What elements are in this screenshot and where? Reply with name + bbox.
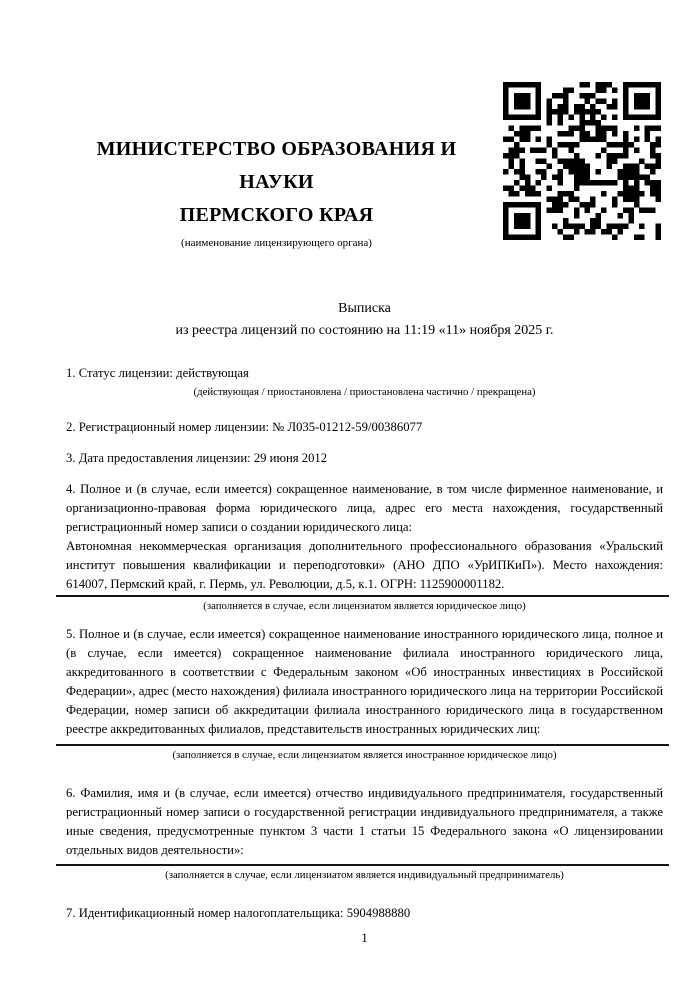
ministry-name-line2: ПЕРМСКОГО КРАЯ (179, 204, 374, 226)
legal-entity-value: Автономная некоммерческая организация дополнительного профессионального образования «Уральский институт повышения квалификации и переподготовки» (АНО ДПО «УрИПКиП»). Место нахождения: 614007, Пермский край, г. Пермь, ул. Революции, д.5, к.1. ОГРН: 1125900001182. (66, 539, 663, 591)
item-taxpayer-number (66, 904, 663, 923)
grant-date-text: 3. Дата предоставления лицензии: 29 июня 2012 (66, 451, 328, 465)
page-number: 1 (361, 931, 368, 945)
individual-entrepreneur-question: 6. Фамилия, имя и (в случае, если имеется) отчество индивидуального предпринимателя, государственный регистрационный номер записи о государственной регистрации индивидуального предпринимателя, а также иные сведения, предусмотренные пунктом 3 части 1 статьи 15 Федерального закона «О лицензировании отдельных видов деятельности»: (66, 786, 663, 857)
document-body (66, 364, 663, 923)
license-status-text: 1. Статус лицензии: действующая (66, 366, 249, 380)
taxpayer-number-text: 7. Идентификационный номер налогоплательщика: 5904988880 (66, 906, 411, 920)
legal-entity-note: (заполняется в случае, если лицензиатом является юридическое лицо) (203, 600, 526, 612)
document-title-line2: из реестра лицензий по состоянию на 11:19 «11» ноября 2025 г. (175, 323, 554, 338)
item-grant-date (66, 449, 663, 468)
document-title-line1: Выписка (338, 301, 391, 316)
item-foreign-entity (66, 625, 663, 763)
license-status-note: (действующая / приостановлена / приостановлена частично / прекращена) (193, 386, 536, 398)
item-registration-number (66, 418, 663, 437)
legal-entity-question: 4. Полное и (в случае, если имеется) сокращенное наименование, в том числе фирменное наименование, и организационно-правовая форма юридического лица, адрес его места нахождения, государственный регистрационный номер записи о создании юридического лица: (66, 482, 663, 534)
item-license-status (66, 364, 663, 400)
ministry-name-line1: МИНИСТЕРСТВО ОБРАЗОВАНИЯ И НАУКИ (96, 138, 457, 193)
foreign-entity-question: 5. Полное и (в случае, если имеется) сокращенное наименование иностранного юридического лица, полное и (в случае, если имеется) сокращенное наименование филиала иностранного юридического лица, аккредитованного в соответствии с Федеральным законом «Об иностранных инвестициях в Российской Федерации», адрес (место нахождения) филиала иностранного юридического лица на территории Российской Федерации, номер записи об аккредитации филиала иностранного юридического лица в государственном реестре аккредитованных филиалов, представительств иностранных юридических лиц: (66, 627, 663, 736)
individual-entrepreneur-fill-line (56, 864, 669, 866)
item-legal-entity (66, 480, 663, 614)
qr-code-icon (503, 82, 661, 240)
document-title (66, 298, 663, 342)
individual-entrepreneur-note: (заполняется в случае, если лицензиатом является индивидуальный предприниматель) (165, 869, 564, 881)
foreign-entity-fill-line (56, 744, 669, 746)
foreign-entity-note: (заполняется в случае, если лицензиатом является иностранное юридическое лицо) (172, 749, 557, 761)
registration-number-text: 2. Регистрационный номер лицензии: № Л035-01212-59/00386077 (66, 420, 423, 434)
ministry-caption: (наименование лицензирующего органа) (181, 237, 372, 249)
ministry-header (66, 133, 487, 250)
item-individual-entrepreneur (66, 784, 663, 883)
legal-entity-fill-line (56, 595, 669, 597)
